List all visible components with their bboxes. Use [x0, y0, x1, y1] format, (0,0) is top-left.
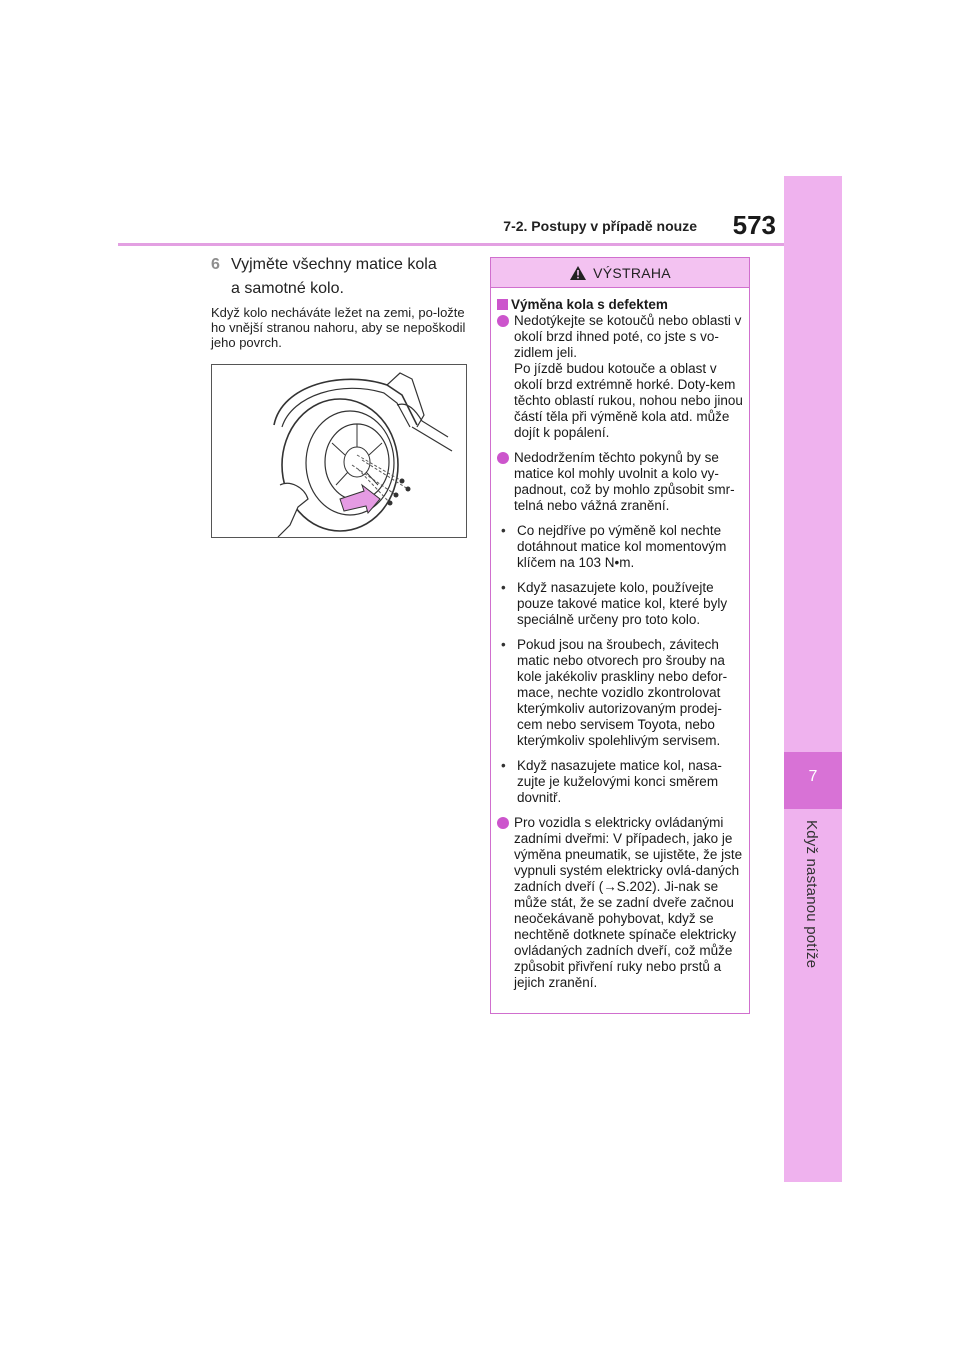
bullet-dot-icon: [497, 315, 509, 327]
chapter-side-tab: [784, 176, 842, 1182]
warning-item: [497, 580, 743, 628]
warning-item: [497, 313, 743, 441]
warning-paragraph: Nedodržením těchto pokynů by se matice kol mohly uvolnit a kolo vy-padnout, což by mohlo způsobit smr-telná nebo vážná zranění.: [514, 450, 735, 513]
warning-item: [497, 637, 743, 749]
warning-header: [491, 258, 749, 288]
bullet-dot-icon: [497, 817, 509, 829]
warning-title: VÝSTRAHA: [593, 264, 671, 281]
warning-item: [497, 523, 743, 571]
header-rule: [118, 243, 784, 246]
step-note: Když kolo necháváte ležet na zemi, po-ložte ho vnější stranou nahoru, aby se nepoškodil jeho povrch.: [211, 305, 466, 350]
warning-item: [497, 450, 743, 514]
warning-triangle-icon: [569, 265, 587, 281]
warning-paragraph: Nedotýkejte se kotoučů nebo oblasti v okolí brzd ihned poté, co jste s vo-zidlem jeli.: [514, 313, 742, 360]
bullet-dot-icon: [497, 452, 509, 464]
warning-item: [497, 815, 743, 991]
step-text-line2: a samotné kolo.: [231, 280, 344, 297]
bullet-icon: •: [501, 758, 506, 773]
warning-body: [491, 288, 749, 991]
chapter-number: 7: [808, 768, 818, 785]
warning-box: [490, 257, 750, 1014]
section-title: 7-2. Postupy v případě nouze: [503, 218, 697, 234]
bullet-icon: •: [501, 523, 506, 538]
step-number: 6: [211, 256, 220, 273]
step-text-line1: Vyjměte všechny matice kola: [231, 256, 437, 273]
warning-heading: Výměna kola s defektem: [497, 296, 743, 313]
bullet-icon: •: [501, 637, 506, 652]
warning-items: [497, 313, 743, 991]
warning-paragraph: Když nasazujete matice kol, nasa-zujte je kuželovými konci směrem dovnitř.: [517, 758, 722, 805]
chapter-title: Když nastanou potíže: [803, 820, 820, 969]
page-number: 573: [732, 210, 776, 240]
step-6: [211, 253, 473, 301]
bullet-icon: •: [501, 580, 506, 595]
warning-paragraph: Pokud jsou na šroubech, závitech matic nebo otvorech pro šrouby na kole jakékoliv praskliny nebo defor-mace, nechte vozidlo zkontrolovat kterýmkoliv autorizovaným prodej-cem nebo servisem Toyota, nebo kterýmkoliv spolehlivým servisem.: [517, 637, 728, 748]
warning-item: [497, 758, 743, 806]
warning-paragraph: Když nasazujete kolo, používejte pouze takové matice kol, které byly speciálně určeny pro toto kolo.: [517, 580, 728, 627]
wheel-removal-illustration: [211, 364, 467, 538]
warning-paragraph: Pro vozidla s elektricky ovládanými zadními dveřmi: V případech, jako je výměna pneumatik, se ujistěte, že jste vypnuli systém elektricky ovlá-daných zadních dveří (→S.202). Ji-nak se může stát, že se zadní dveře začnou neočekávaně pohybovat, když se nechtěně dotknete spínače elektricky ovládaných zadních dveří, což může způsobit přivření ruky nebo prstů a jejich zranění.: [514, 815, 743, 990]
warning-paragraph: Po jízdě budou kotouče a oblast v okolí brzd extrémně horké. Doty-kem těchto oblastí rukou, nohou nebo jinou částí těla při výměně kola atd. může dojít k popálení.: [514, 361, 743, 440]
warning-paragraph: Co nejdříve po výměně kol nechte dotáhnout matice kol momentovým klíčem na 103 N•m.: [517, 523, 727, 570]
wheel-illustration-drawing: [212, 365, 466, 537]
